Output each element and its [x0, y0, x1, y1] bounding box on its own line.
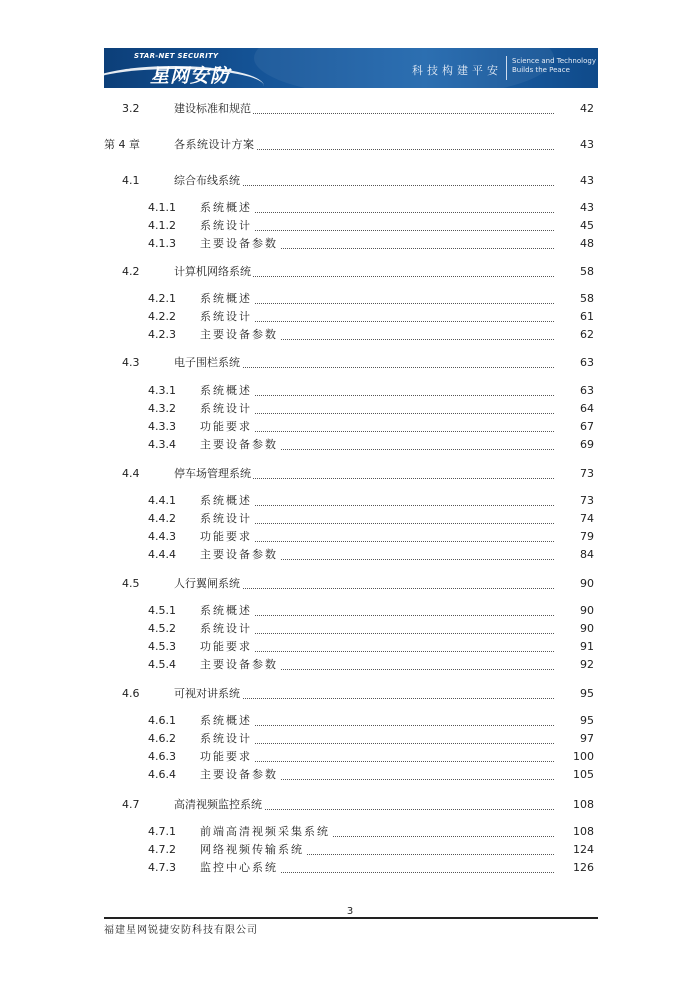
- toc-entry-page: 108: [554, 797, 594, 813]
- toc-entry-title: 计算机网络系统: [174, 265, 251, 278]
- toc-entry-title: 主要设备参数: [200, 548, 278, 561]
- toc-entry-title: 系统设计: [200, 732, 252, 745]
- toc-entry-title: 前端高清视频采集系统: [200, 825, 330, 838]
- toc-entry-page: 126: [554, 860, 594, 876]
- toc-entry-title: 各系统设计方案: [174, 138, 255, 151]
- toc-entry-number: 4.3.4: [148, 438, 176, 451]
- slogan-chinese: 科技构建平安: [412, 64, 502, 77]
- toc-entry[interactable]: [0, 309, 700, 325]
- toc-dot-leader: [200, 394, 592, 396]
- toc-entry-title: 系统概述: [200, 604, 252, 617]
- toc-entry-number: 4.3.2: [148, 402, 176, 415]
- toc-entry-page: 84: [554, 547, 594, 563]
- footer-divider: [104, 917, 598, 919]
- toc-entry-title: 人行翼闸系统: [174, 577, 240, 590]
- toc-entry[interactable]: [0, 218, 700, 234]
- toc-entry-page: 74: [554, 511, 594, 527]
- toc-entry-title: 高清视频监控系统: [174, 798, 262, 811]
- toc-entry[interactable]: [0, 200, 700, 216]
- toc-entry-number: 4.5.4: [148, 658, 176, 671]
- toc-entry[interactable]: [0, 173, 700, 189]
- toc-entry-page: 62: [554, 327, 594, 343]
- toc-entry-number: 4.7.3: [148, 861, 176, 874]
- toc-entry-title: 功能要求: [200, 750, 252, 763]
- toc-entry-title: 系统设计: [200, 512, 252, 525]
- toc-entry-number: 4.2.3: [148, 328, 176, 341]
- toc-entry-page: 90: [554, 576, 594, 592]
- toc-entry-number: 4.4.1: [148, 494, 176, 507]
- toc-entry[interactable]: [0, 860, 700, 876]
- toc-entry-number: 4.2: [122, 265, 140, 278]
- toc-entry-number: 4.6.1: [148, 714, 176, 727]
- toc-entry-title: 综合布线系统: [174, 174, 240, 187]
- toc-entry[interactable]: [0, 137, 700, 153]
- toc-entry-title: 功能要求: [200, 640, 252, 653]
- toc-entry-page: 43: [554, 173, 594, 189]
- toc-entry-number: 4.1: [122, 174, 140, 187]
- toc-entry[interactable]: [0, 493, 700, 509]
- toc-entry-title: 系统概述: [200, 292, 252, 305]
- toc-entry-title: 系统概述: [200, 384, 252, 397]
- toc-dot-leader: [200, 614, 592, 616]
- toc-entry[interactable]: [0, 383, 700, 399]
- toc-entry-number: 4.5.1: [148, 604, 176, 617]
- toc-dot-leader: [200, 211, 592, 213]
- toc-entry-title: 建设标准和规范: [174, 102, 251, 115]
- toc-entry-title: 电子围栏系统: [174, 356, 240, 369]
- toc-entry-page: 105: [554, 767, 594, 783]
- toc-entry[interactable]: [0, 842, 700, 858]
- toc-entry[interactable]: [0, 511, 700, 527]
- toc-entry-page: 64: [554, 401, 594, 417]
- toc-entry-title: 主要设备参数: [200, 438, 278, 451]
- logo-chinese: 星网安防: [150, 65, 231, 87]
- toc-entry-page: 124: [554, 842, 594, 858]
- toc-entry-number: 4.2.2: [148, 310, 176, 323]
- toc-entry-title: 系统概述: [200, 714, 252, 727]
- banner-divider: [506, 56, 507, 80]
- toc-entry-number: 4.4.2: [148, 512, 176, 525]
- toc-entry[interactable]: [0, 437, 700, 453]
- toc-entry-title: 系统概述: [200, 201, 252, 214]
- slogan-english-line2: Builds the Peace: [512, 66, 570, 74]
- toc-entry-title: 系统设计: [200, 402, 252, 415]
- toc-entry-title: 网络视频传输系统: [200, 843, 304, 856]
- page-number: 3: [346, 906, 354, 917]
- toc-entry-number: 4.5.3: [148, 640, 176, 653]
- toc-entry[interactable]: [0, 713, 700, 729]
- toc-entry[interactable]: [0, 797, 700, 813]
- toc-dot-leader: [200, 430, 592, 432]
- toc-entry[interactable]: [0, 621, 700, 637]
- toc-entry[interactable]: [0, 419, 700, 435]
- toc-entry-number: 4.5: [122, 577, 140, 590]
- toc-entry-title: 功能要求: [200, 530, 252, 543]
- toc-dot-leader: [200, 632, 592, 634]
- toc-entry[interactable]: [0, 657, 700, 673]
- toc-entry-number: 4.1.3: [148, 237, 176, 250]
- toc-dot-leader: [200, 742, 592, 744]
- toc-entry-title: 停车场管理系统: [174, 467, 251, 480]
- toc-entry-number: 4.3: [122, 356, 140, 369]
- toc-entry-number: 4.6.4: [148, 768, 176, 781]
- toc-entry[interactable]: [0, 327, 700, 343]
- toc-entry-page: 69: [554, 437, 594, 453]
- toc-entry-number: 4.4.4: [148, 548, 176, 561]
- toc-entry-page: 61: [554, 309, 594, 325]
- toc-dot-leader: [200, 412, 592, 414]
- toc-entry-page: 48: [554, 236, 594, 252]
- toc-entry-page: 43: [554, 137, 594, 153]
- toc-entry[interactable]: [0, 686, 700, 702]
- toc-entry-page: 63: [554, 383, 594, 399]
- toc-entry-page: 95: [554, 686, 594, 702]
- toc-entry-page: 90: [554, 603, 594, 619]
- toc-entry-number: 4.6.3: [148, 750, 176, 763]
- toc-dot-leader: [200, 760, 592, 762]
- toc-entry-page: 45: [554, 218, 594, 234]
- banner-wave-decoration: [254, 48, 554, 88]
- toc-entry-number: 4.6.2: [148, 732, 176, 745]
- toc-entry-page: 97: [554, 731, 594, 747]
- toc-entry[interactable]: [0, 603, 700, 619]
- toc-entry-page: 63: [554, 355, 594, 371]
- toc-entry[interactable]: [0, 466, 700, 482]
- toc-entry-number: 4.7.2: [148, 843, 176, 856]
- toc-entry-page: 43: [554, 200, 594, 216]
- toc-entry-number: 4.7.1: [148, 825, 176, 838]
- toc-entry-number: 4.3.1: [148, 384, 176, 397]
- toc-dot-leader: [200, 724, 592, 726]
- toc-entry-number: 4.4: [122, 467, 140, 480]
- toc-entry[interactable]: [0, 749, 700, 765]
- toc-dot-leader: [200, 650, 592, 652]
- toc-entry-page: 92: [554, 657, 594, 673]
- toc-entry-title: 系统设计: [200, 219, 252, 232]
- toc-entry[interactable]: [0, 824, 700, 840]
- toc-dot-leader: [200, 504, 592, 506]
- toc-entry-number: 4.1.2: [148, 219, 176, 232]
- toc-entry[interactable]: [0, 547, 700, 563]
- toc-entry-number: 4.7: [122, 798, 140, 811]
- toc-entry-page: 42: [554, 101, 594, 117]
- header-banner: [104, 48, 598, 88]
- toc-entry[interactable]: [0, 291, 700, 307]
- toc-entry-page: 58: [554, 264, 594, 280]
- toc-entry-page: 95: [554, 713, 594, 729]
- toc-entry[interactable]: [0, 264, 700, 280]
- toc-entry-number: 4.4.3: [148, 530, 176, 543]
- toc-entry-page: 67: [554, 419, 594, 435]
- toc-entry-page: 100: [554, 749, 594, 765]
- toc-entry-number: 4.5.2: [148, 622, 176, 635]
- toc-entry[interactable]: [0, 529, 700, 545]
- toc-entry-page: 91: [554, 639, 594, 655]
- toc-entry-page: 73: [554, 466, 594, 482]
- toc-entry-title: 主要设备参数: [200, 237, 278, 250]
- toc-entry[interactable]: [0, 401, 700, 417]
- logo-english: STAR-NET SECURITY: [134, 52, 219, 60]
- toc-entry[interactable]: [0, 355, 700, 371]
- toc-entry-number: 3.2: [122, 102, 140, 115]
- toc-entry[interactable]: [0, 639, 700, 655]
- toc-entry[interactable]: [0, 236, 700, 252]
- toc-entry-title: 主要设备参数: [200, 328, 278, 341]
- toc-entry-title: 系统设计: [200, 310, 252, 323]
- toc-entry-title: 可视对讲系统: [174, 687, 240, 700]
- toc-entry-page: 90: [554, 621, 594, 637]
- slogan-english-line1: Science and Technology: [512, 57, 596, 65]
- toc-entry-page: 108: [554, 824, 594, 840]
- toc-entry-page: 58: [554, 291, 594, 307]
- toc-entry-number: 4.2.1: [148, 292, 176, 305]
- toc-entry[interactable]: [0, 101, 700, 117]
- toc-entry-number: 4.1.1: [148, 201, 176, 214]
- toc-entry-number: 第 4 章: [104, 138, 140, 151]
- toc-dot-leader: [200, 302, 592, 304]
- toc-entry-number: 4.3.3: [148, 420, 176, 433]
- toc-dot-leader: [200, 320, 592, 322]
- slogan-english: [512, 57, 596, 75]
- toc-entry-title: 主要设备参数: [200, 768, 278, 781]
- toc-entry-title: 监控中心系统: [200, 861, 278, 874]
- toc-entry[interactable]: [0, 767, 700, 783]
- toc-entry-title: 系统概述: [200, 494, 252, 507]
- toc-dot-leader: [200, 540, 592, 542]
- footer-company-name: 福建星网锐捷安防科技有限公司: [104, 925, 258, 936]
- toc-entry-page: 79: [554, 529, 594, 545]
- toc-dot-leader: [200, 522, 592, 524]
- toc-entry-page: 73: [554, 493, 594, 509]
- toc-entry[interactable]: [0, 576, 700, 592]
- toc-entry-title: 主要设备参数: [200, 658, 278, 671]
- toc-entry-title: 功能要求: [200, 420, 252, 433]
- toc-entry-title: 系统设计: [200, 622, 252, 635]
- toc-entry[interactable]: [0, 731, 700, 747]
- toc-entry-number: 4.6: [122, 687, 140, 700]
- toc-dot-leader: [200, 229, 592, 231]
